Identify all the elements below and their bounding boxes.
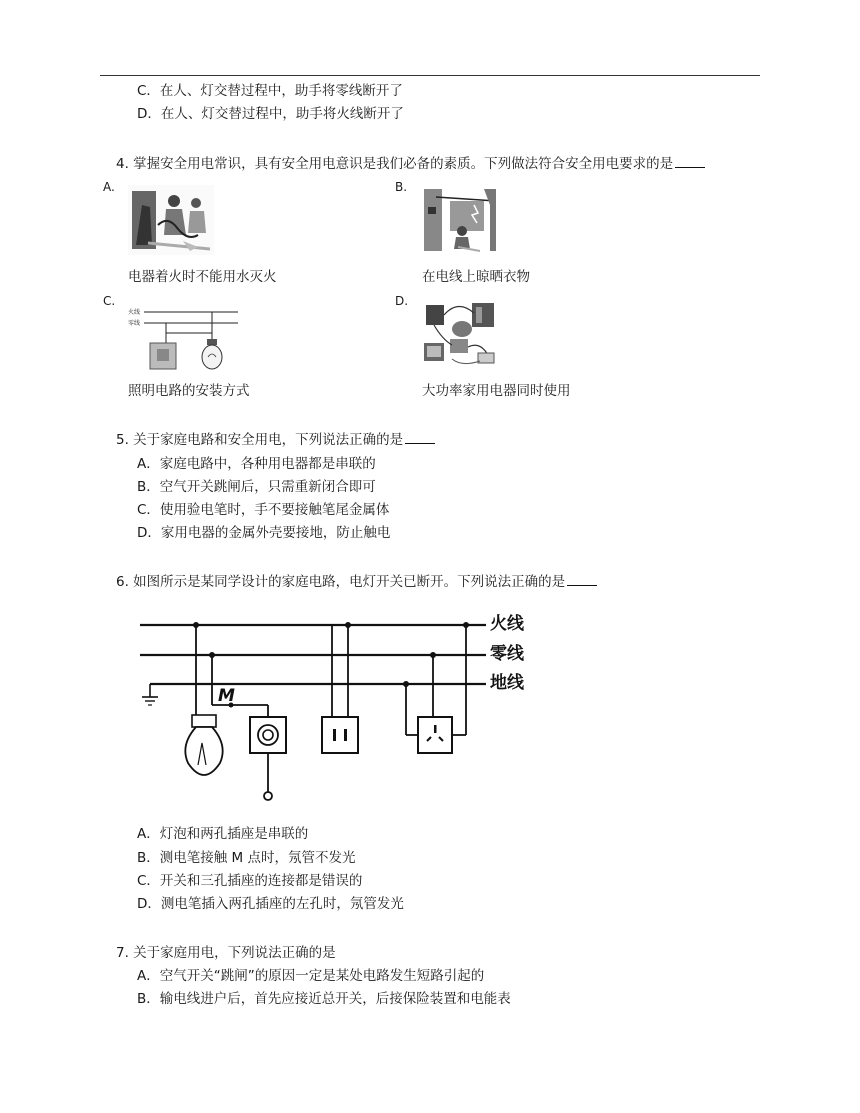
q5-option-b: B．空气开关跳闸后，只需重新闭合即可 bbox=[137, 479, 376, 495]
neutral-wire-label: 零线 bbox=[490, 644, 524, 664]
q4-option-c-caption: 照明电路的安装方式 bbox=[128, 383, 250, 399]
q6-stem: 6. 如图所示是某同学设计的家庭电路，电灯开关已断开。下列说法正确的是 bbox=[116, 573, 597, 591]
q4-stem: 4. 掌握安全用电常识，具有安全用电意识是我们必备的素质。下列做法符合安全用电要求的是 bbox=[116, 155, 705, 173]
live-wire-label: 火线 bbox=[490, 614, 524, 634]
q6-option-d: D．测电笔插入两孔插座的左孔时，氖管发光 bbox=[137, 896, 404, 912]
q4-option-a-letter: A. bbox=[103, 180, 115, 194]
three-pin-socket bbox=[418, 717, 452, 753]
q5-option-d: D．家用电器的金属外壳要接地，防止触电 bbox=[137, 525, 391, 541]
q4-option-d-caption: 大功率家用电器同时使用 bbox=[422, 383, 571, 399]
q4-option-a-image bbox=[128, 185, 214, 255]
lamp-socket bbox=[192, 715, 216, 727]
q4-option-b-letter: B. bbox=[395, 180, 408, 194]
q4-option-d-image bbox=[422, 299, 498, 371]
option-c: C．在人、灯交替过程中，助手将零线断开了 bbox=[137, 83, 403, 99]
c-neutral-label: 零线 bbox=[128, 320, 141, 327]
q6-option-b: B．测电笔接触 M 点时，氖管不发光 bbox=[137, 850, 356, 866]
q4-option-c-letter: C. bbox=[103, 294, 116, 308]
answer-blank bbox=[567, 573, 597, 586]
q7-option-b: B．输电线进户后，首先应接近总开关，后接保险装置和电能表 bbox=[137, 991, 511, 1007]
header-rule bbox=[100, 75, 760, 76]
ground-wire-label: 地线 bbox=[490, 673, 524, 693]
pull-cord-icon bbox=[264, 792, 272, 800]
q6-circuit-diagram bbox=[130, 605, 545, 815]
answer-blank bbox=[405, 431, 435, 444]
q4-option-b-image bbox=[422, 185, 498, 255]
q6-option-c: C．开关和三孔插座的连接都是错误的 bbox=[137, 873, 363, 889]
two-pin-socket bbox=[322, 717, 358, 753]
q7-stem: 7. 关于家庭用电，下列说法正确的是 bbox=[116, 945, 336, 961]
q5-stem: 5. 关于家庭电路和安全用电，下列说法正确的是 bbox=[116, 431, 435, 449]
q7-option-a: A．空气开关“跳闸”的原因一定是某处电路发生短路引起的 bbox=[137, 968, 485, 984]
q6-option-a: A．灯泡和两孔插座是串联的 bbox=[137, 826, 309, 842]
option-d: D．在人、灯交替过程中，助手将火线断开了 bbox=[137, 106, 404, 122]
q5-option-c: C．使用验电笔时，手不要接触笔尾金属体 bbox=[137, 502, 390, 518]
q4-option-c-image bbox=[128, 305, 240, 375]
point-m-label: M bbox=[218, 686, 235, 706]
q4-option-d-letter: D. bbox=[395, 294, 409, 308]
q4-option-a-caption: 电器着火时不能用水灭火 bbox=[128, 269, 277, 285]
q4-option-b-caption: 在电线上晾晒衣物 bbox=[422, 269, 530, 285]
answer-blank bbox=[675, 155, 705, 168]
c-fire-label: 火线 bbox=[128, 309, 141, 316]
q5-option-a: A．家庭电路中，各种用电器都是串联的 bbox=[137, 456, 376, 472]
